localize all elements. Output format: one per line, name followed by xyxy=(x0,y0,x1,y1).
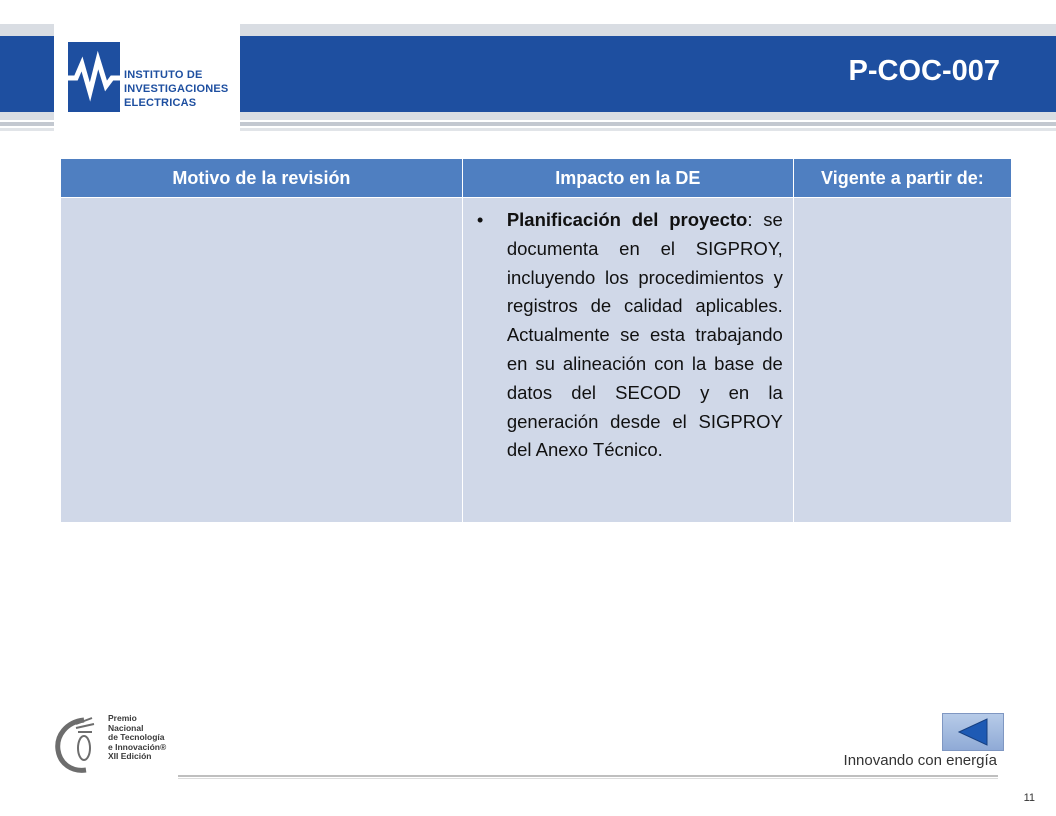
premio-nacional-logo xyxy=(54,714,174,776)
revision-table xyxy=(60,158,1012,523)
table-header-row xyxy=(61,159,1012,198)
bullet-text xyxy=(507,206,783,465)
bullet-bold-lead: Planificación del proyecto xyxy=(506,209,748,230)
cell-impacto-content xyxy=(463,198,793,522)
cell-vigente-text xyxy=(794,198,1011,522)
iie-logo xyxy=(54,22,240,134)
premio-line-1: Premio xyxy=(108,713,137,723)
slogan: Innovando con energía xyxy=(843,752,997,769)
iie-logo-icon xyxy=(68,42,120,112)
table-row xyxy=(61,198,1012,523)
premio-nacional-logo-icon xyxy=(54,714,104,776)
logo-line-1: INSTITUTO DE xyxy=(124,69,203,81)
premio-line-2: Nacional xyxy=(108,722,144,733)
page-number: 11 xyxy=(1023,792,1035,804)
column-header-motivo: Motivo de la revisión xyxy=(61,159,463,198)
cell-impacto xyxy=(462,198,793,523)
logo-line-2: INVESTIGACIONES xyxy=(124,83,229,95)
footer-divider-2 xyxy=(178,778,998,779)
logo-text xyxy=(124,68,228,110)
premio-line-3: de Tecnología xyxy=(108,732,165,742)
document-code: P-COC-007 xyxy=(848,55,1000,87)
back-button[interactable] xyxy=(942,713,1004,751)
cell-motivo-text xyxy=(61,198,462,522)
cell-vigente xyxy=(793,198,1011,523)
premio-text xyxy=(108,714,166,762)
footer-divider xyxy=(178,775,998,777)
premio-line-4: e Innovación® xyxy=(108,741,167,752)
list-item xyxy=(473,206,783,465)
premio-line-5: XII Edición xyxy=(108,751,152,761)
column-header-vigente: Vigente a partir de: xyxy=(793,159,1011,198)
bullet-body: : se documenta en el SIGPROY, incluyendo los procedimientos y registros de calidad aplicables. Actualmente se esta trabajando en su alineación con la base de datos del SECOD y en la generación desde el SIGPROY del Anexo Técnico. xyxy=(506,209,783,461)
triangle-left-icon xyxy=(943,714,1003,750)
logo-line-3: ELECTRICAS xyxy=(124,97,197,109)
column-header-impacto: Impacto en la DE xyxy=(462,159,793,198)
cell-motivo xyxy=(61,198,463,523)
bullet-icon: • xyxy=(476,209,484,230)
